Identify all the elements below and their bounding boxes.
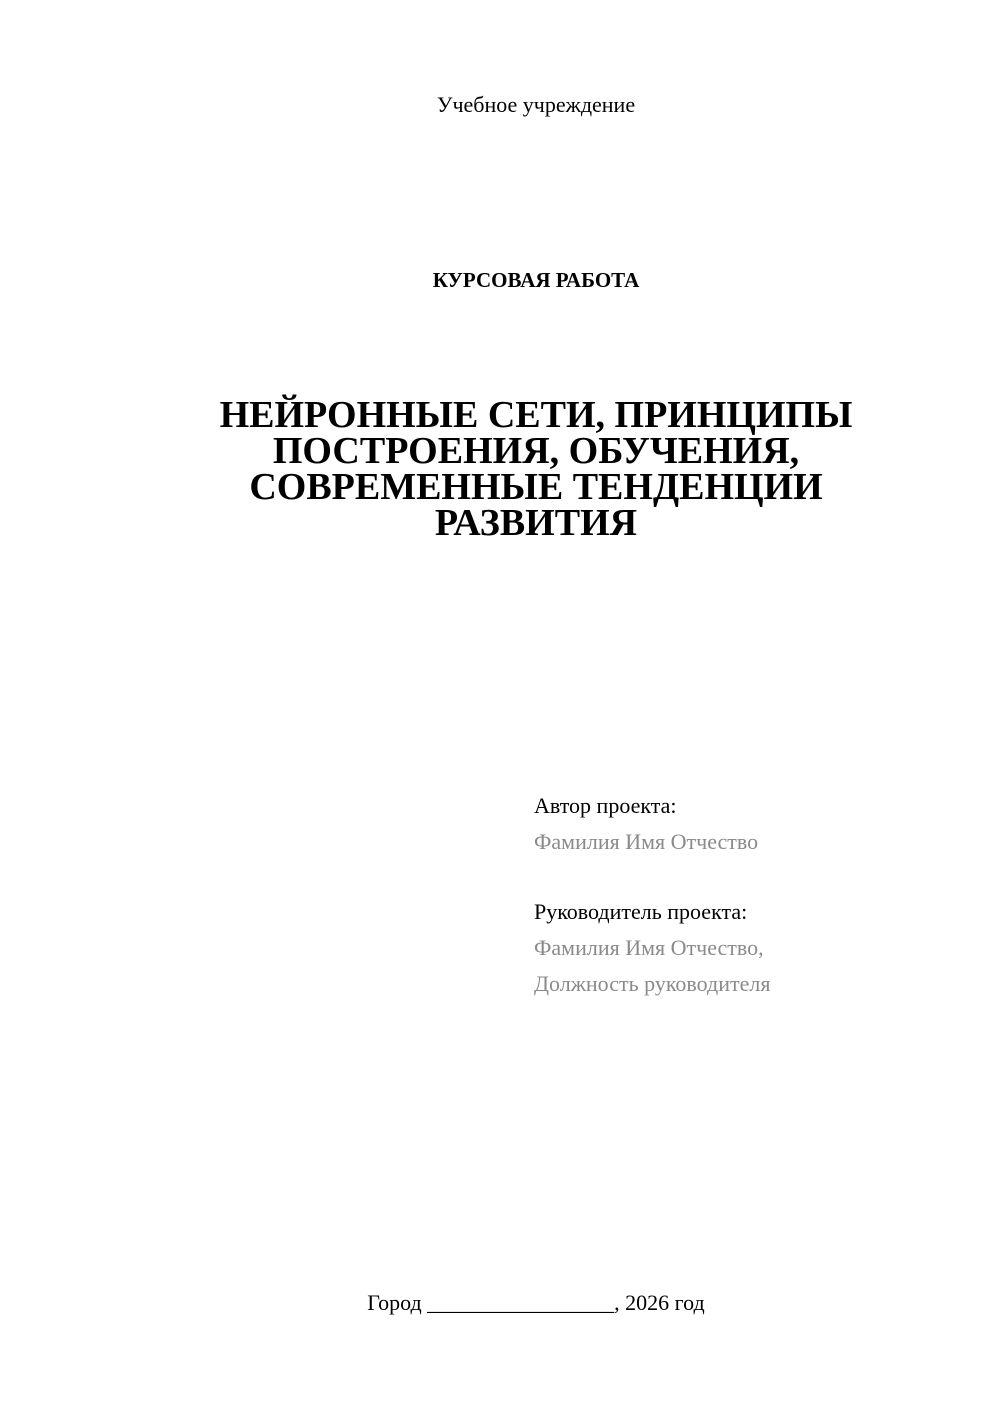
institution-name: Учебное учреждение	[436, 92, 636, 117]
work-type-heading: КУРСОВАЯ РАБОТА	[432, 268, 640, 292]
title-line: РАЗВИТИЯ	[434, 502, 638, 544]
supervisor-block	[534, 894, 974, 1002]
spacer	[534, 860, 974, 894]
thesis-title	[200, 394, 872, 544]
city-label: Город	[367, 1290, 422, 1315]
supervisor-name: Фамилия Имя Отчество,	[534, 935, 764, 960]
project-people	[534, 788, 974, 1002]
supervisor-label: Руководитель проекта:	[534, 899, 748, 924]
author-label: Автор проекта:	[534, 793, 677, 818]
supervisor-position: Должность руководителя	[534, 971, 771, 996]
author-name: Фамилия Имя Отчество	[534, 829, 759, 854]
title-line: СОВРЕМЕННЫЕ ТЕНДЕНЦИИ	[249, 466, 823, 508]
city-blank: _________________	[427, 1290, 615, 1315]
title-line: ПОСТРОЕНИЯ, ОБУЧЕНИЯ,	[272, 430, 800, 472]
city-year-line	[0, 1290, 1000, 1316]
author-block	[534, 788, 974, 860]
title-line: НЕЙРОННЫЕ СЕТИ, ПРИНЦИПЫ	[219, 394, 853, 436]
year-text: , 2026 год	[614, 1290, 705, 1315]
